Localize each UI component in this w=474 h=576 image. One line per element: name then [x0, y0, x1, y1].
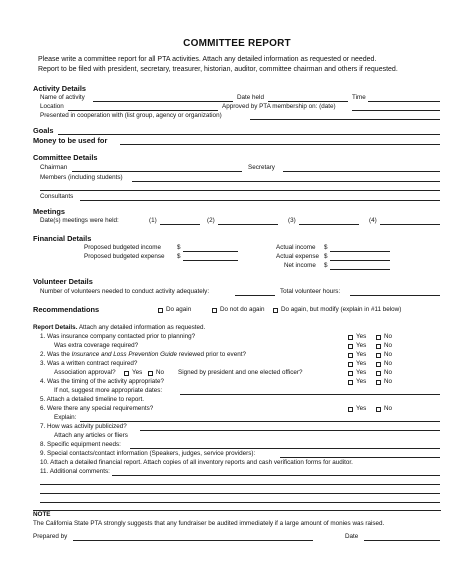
actual-income-field[interactable]	[330, 251, 390, 252]
consultants-field[interactable]	[80, 200, 440, 201]
do-not-again-label: Do not do again	[220, 306, 265, 313]
q6-yes-label: Yes	[356, 405, 367, 412]
q6-yes-checkbox[interactable]	[348, 407, 353, 412]
report-heading-bold: Report Details.	[33, 324, 78, 331]
meeting-2-field[interactable]	[218, 224, 278, 225]
date-label: Date	[345, 533, 359, 540]
do-again-checkbox[interactable]	[158, 308, 163, 313]
committee-heading: Committee Details	[33, 153, 98, 162]
q1-no-label: No	[384, 333, 393, 340]
members-label: Members (including students)	[40, 174, 123, 181]
q2-label	[40, 351, 246, 359]
q1-yes-label: Yes	[356, 333, 367, 340]
q4-no-label: No	[384, 378, 393, 385]
q9-field[interactable]	[280, 457, 440, 458]
actual-income-currency: $	[324, 244, 328, 251]
q3a-yes-checkbox[interactable]	[124, 371, 129, 376]
time-field[interactable]	[368, 101, 440, 102]
q1a-yes-label: Yes	[356, 342, 367, 349]
date-held-field[interactable]	[268, 101, 348, 102]
q5-label: 5. Attach a detailed timeline to report.	[40, 396, 144, 403]
volunteers-needed-label: Number of volunteers needed to conduct activity adequately:	[40, 288, 210, 295]
location-field[interactable]	[68, 110, 218, 111]
note-heading: NOTE	[33, 511, 51, 518]
q7a-label: Attach any articles or fliers	[54, 432, 128, 439]
actual-expense-field[interactable]	[330, 260, 390, 261]
q2-no-checkbox[interactable]	[376, 353, 381, 358]
goals-heading: Goals	[33, 126, 54, 135]
consultants-label: Consultants	[40, 193, 74, 200]
volunteer-heading: Volunteer Details	[33, 277, 93, 286]
cooperation-label: Presented in cooperation with (list group, agency or organization)	[40, 112, 222, 119]
proposed-income-field[interactable]	[183, 251, 238, 252]
q1-no-checkbox[interactable]	[376, 335, 381, 340]
q8-field[interactable]	[130, 448, 440, 449]
meeting-1-label: (1)	[149, 217, 157, 224]
q3b-no-label: No	[384, 369, 393, 376]
q8-label: 8. Specific equipment needs:	[40, 441, 121, 448]
q4-yes-label: Yes	[356, 378, 367, 385]
q11-field-4[interactable]	[40, 502, 440, 503]
q2-yes-checkbox[interactable]	[348, 353, 353, 358]
q3a-no-checkbox[interactable]	[148, 371, 153, 376]
actual-expense-label: Actual expense	[276, 253, 320, 260]
intro-line-2: Report to be filed with president, secretary, treasurer, historian, auditor, committee chairman and others if requested.	[38, 66, 398, 73]
proposed-expense-label: Proposed budgeted expense	[84, 253, 165, 260]
do-again-label: Do again	[166, 306, 192, 313]
q2-pre: 2. Was the	[40, 351, 72, 358]
net-income-field[interactable]	[330, 269, 390, 270]
volunteers-needed-field[interactable]	[235, 295, 275, 296]
q3-no-label: No	[384, 360, 393, 367]
q3a-label: Association approval?	[54, 369, 116, 376]
proposed-expense-field[interactable]	[183, 260, 238, 261]
q1-label: 1. Was insurance company contacted prior to planning?	[40, 333, 196, 340]
q3-no-checkbox[interactable]	[376, 362, 381, 367]
q6-no-label: No	[384, 405, 393, 412]
q3b-label: Signed by president and one elected officer?	[178, 369, 303, 376]
date-field[interactable]	[364, 540, 440, 541]
chairman-field[interactable]	[72, 171, 242, 172]
proposed-income-label: Proposed budgeted income	[84, 244, 162, 251]
q2-post: reviewed prior to event?	[177, 351, 246, 358]
members-field-2[interactable]	[40, 190, 440, 191]
meeting-dates-label: Date(s) meetings were held:	[40, 217, 119, 224]
q2-yes-label: Yes	[356, 351, 367, 358]
meetings-heading: Meetings	[33, 207, 66, 216]
meeting-3-label: (3)	[288, 217, 296, 224]
q3-yes-label: Yes	[356, 360, 367, 367]
q3a-yes-label: Yes	[132, 369, 143, 376]
q2-no-label: No	[384, 351, 393, 358]
q7-label: 7. How was activity publicized?	[40, 423, 127, 430]
q4-yes-checkbox[interactable]	[348, 380, 353, 385]
chairman-label: Chairman	[40, 164, 68, 171]
q9-label: 9. Special contacts/contact information (Speakers, judges, service providers):	[40, 450, 256, 457]
q1a-yes-checkbox[interactable]	[348, 344, 353, 349]
meeting-3-field[interactable]	[299, 224, 359, 225]
secretary-label: Secretary	[248, 164, 275, 171]
money-field[interactable]	[120, 144, 440, 145]
meeting-4-label: (4)	[369, 217, 377, 224]
q6-no-checkbox[interactable]	[376, 407, 381, 412]
q1-yes-checkbox[interactable]	[348, 335, 353, 340]
actual-expense-currency: $	[324, 253, 328, 260]
proposed-expense-currency: $	[177, 253, 181, 260]
financial-heading: Financial Details	[33, 234, 92, 243]
meeting-2-label: (2)	[207, 217, 215, 224]
q1a-no-label: No	[384, 342, 393, 349]
q6a-field[interactable]	[80, 421, 440, 422]
q11-field-2[interactable]	[40, 484, 440, 485]
total-hours-label: Total volunteer hours:	[280, 288, 341, 295]
note-divider	[33, 510, 441, 511]
note-text: The California State PTA strongly suggests that any fundraiser be audited immediately if a large amount of monies was raised.	[33, 520, 385, 527]
q4a-label: If not, suggest more appropriate dates:	[54, 387, 163, 394]
q1a-label: Was extra coverage required?	[54, 342, 139, 349]
q3b-yes-label: Yes	[356, 369, 367, 376]
approved-date-field[interactable]	[352, 110, 440, 111]
q3b-no-checkbox[interactable]	[376, 371, 381, 376]
q10-label: 10. Attach a detailed financial report. Attach copies of all inventory reports and cash verification forms for auditor.	[40, 459, 353, 466]
q6a-label: Explain:	[54, 414, 77, 421]
prepared-by-label: Prepared by	[33, 533, 68, 540]
intro-line-1: Please write a committee report for all PTA activities. Attach any detailed information as requested or needed.	[38, 56, 377, 63]
q4-no-checkbox[interactable]	[376, 380, 381, 385]
do-not-again-checkbox[interactable]	[212, 308, 217, 313]
report-heading	[33, 324, 205, 332]
prepared-by-field[interactable]	[73, 540, 313, 541]
q3-label: 3. Was a written contract required?	[40, 360, 138, 367]
q11-field-3[interactable]	[40, 493, 440, 494]
activity-name-label: Name of activity	[40, 94, 85, 101]
q3-yes-checkbox[interactable]	[348, 362, 353, 367]
q6-label: 6. Were there any special requirements?	[40, 405, 154, 412]
secretary-field[interactable]	[283, 171, 440, 172]
cooperation-field[interactable]	[250, 119, 440, 120]
q2-guide-title: Insurance and Loss Prevention Guide	[71, 351, 177, 358]
proposed-income-currency: $	[177, 244, 181, 251]
do-again-modify-checkbox[interactable]	[273, 308, 278, 313]
actual-income-label: Actual income	[276, 244, 316, 251]
q11-label: 11. Additional comments:	[40, 468, 110, 475]
activity-heading: Activity Details	[33, 84, 86, 93]
members-field[interactable]	[132, 181, 440, 182]
do-again-modify-label: Do again, but modify (explain in #11 below)	[281, 306, 402, 313]
page-title: COMMITTEE REPORT	[183, 38, 291, 49]
location-label: Location	[40, 103, 64, 110]
q7-field[interactable]	[140, 430, 440, 431]
q3a-no-label: No	[156, 369, 165, 376]
net-income-label: Net income	[284, 262, 316, 269]
net-income-currency: $	[324, 262, 328, 269]
activity-name-field[interactable]	[93, 101, 233, 102]
approved-label: Approved by PTA membership on: (date)	[222, 103, 336, 110]
q1a-no-checkbox[interactable]	[376, 344, 381, 349]
q4-label: 4. Was the timing of the activity appropriate?	[40, 378, 165, 385]
recommendations-heading: Recommendations	[33, 305, 100, 314]
q3b-yes-checkbox[interactable]	[348, 371, 353, 376]
meeting-1-field[interactable]	[160, 224, 200, 225]
goals-field[interactable]	[58, 134, 440, 135]
meeting-4-field[interactable]	[380, 224, 440, 225]
money-heading: Money to be used for	[33, 136, 108, 145]
date-held-label: Date held	[237, 94, 264, 101]
total-hours-field[interactable]	[350, 295, 440, 296]
q4a-field[interactable]	[180, 394, 440, 395]
time-label: Time	[352, 94, 366, 101]
report-heading-rest: Attach any detailed information as requested.	[78, 324, 206, 331]
q11-field-1[interactable]	[112, 475, 440, 476]
